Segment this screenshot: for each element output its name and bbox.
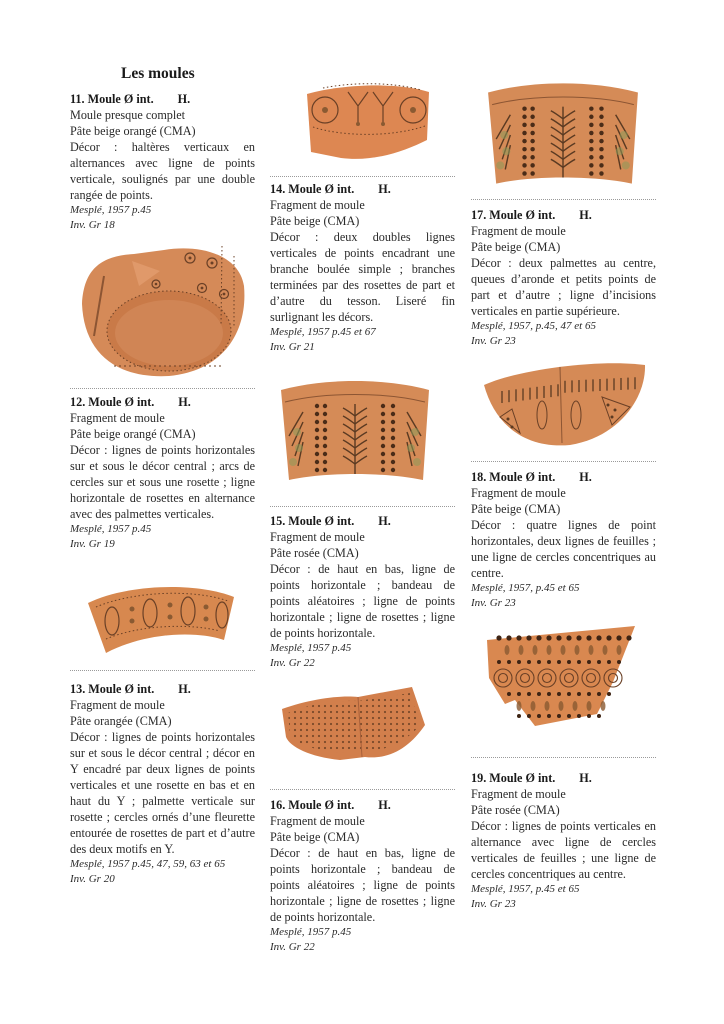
entry-inventory: Inv. Gr 20 [70,873,115,885]
entry-separator [270,789,455,790]
entry-type: Fragment de moule [471,787,566,801]
entry-reference: Mesplé, 1957 p.45, 47, 59, 63 et 65 [70,858,226,870]
entry-separator [70,670,255,671]
entry-separator [471,757,656,758]
entry-inventory: Inv. Gr 23 [471,335,516,347]
entry-decor: Décor : haltères verticaux en alternances avec ligne de points verticale, soulignés par une double rangée de points. [70,140,255,202]
entry-heading: 16. Moule Ø int. H. [270,798,391,812]
entry-type: Fragment de moule [471,486,566,500]
mould-photo-17 [480,357,648,449]
catalog-entry-18 [471,469,656,611]
entry-decor: Décor : lignes de points verticales en alternance avec ligne de cercles verticales de feuilles ; une ligne de cercles concentriques au centre. [471,819,656,881]
entry-heading: 11. Moule Ø int. H. [70,92,191,106]
catalog-entry-17 [471,207,656,349]
entry-heading: 15. Moule Ø int. H. [270,514,391,528]
entry-paste: Pâte rosée (CMA) [471,803,560,817]
catalog-entry-16 [270,797,455,955]
mould-photo-11 [74,236,250,381]
entry-reference: Mesplé, 1957, p.45 et 65 [471,883,580,895]
entry-separator [471,461,656,462]
entry-inventory: Inv. Gr 19 [70,538,115,550]
mould-photo-12 [84,575,236,660]
entry-inventory: Inv. Gr 18 [70,219,115,231]
catalog-entry-15 [270,513,455,671]
entry-paste: Pâte beige orangé (CMA) [70,427,196,441]
entry-paste: Pâte beige orangé (CMA) [70,124,196,138]
entry-type: Fragment de moule [70,411,165,425]
entry-type: Fragment de moule [270,814,365,828]
entry-reference: Mesplé, 1957, p.45 et 65 [471,582,580,594]
entry-paste: Pâte rosée (CMA) [270,546,359,560]
entry-separator [270,176,455,177]
catalog-entry-14 [270,181,455,355]
entry-decor: Décor : deux doubles lignes verticales de points encadrant une branche boulée simple ; branches terminées par des rosettes de part et d’autre du tesson. Liseré fin surlignant les décors. [270,230,455,324]
entry-paste: Pâte beige (CMA) [270,214,360,228]
entry-heading: 18. Moule Ø int. H. [471,470,592,484]
entry-decor: Décor : de haut en bas, ligne de points horizontale ; bandeau de points aléatoires ; ligne de points horizontale ; ligne de rosettes ; ligne de points horizontale. [270,562,455,640]
entry-type: Fragment de moule [70,698,165,712]
entry-separator [70,388,255,389]
mould-photo-14 [275,376,435,486]
entry-paste: Pâte beige (CMA) [471,502,561,516]
entry-reference: Mesplé, 1957 p.45 [270,926,352,938]
entry-decor: Décor : de haut en bas, ligne de points horizontale ; bandeau de points aléatoires ; ligne de points horizontale ; ligne de rosettes ; ligne de points horizontale. [270,846,455,924]
entry-separator [471,199,656,200]
entry-inventory: Inv. Gr 23 [471,597,516,609]
entry-reference: Mesplé, 1957 p.45 [70,204,152,216]
entry-decor: Décor : lignes de points horizontales sur et sous le décor central ; arcs de cercles sur et sous une rosette ; ligne horizontale de rosettes en alternance avec des palmettes verticales. [70,443,255,521]
entry-inventory: Inv. Gr 22 [270,657,315,669]
mould-photo-18 [485,622,643,734]
entry-paste: Pâte beige (CMA) [471,240,561,254]
catalog-entry-12 [70,394,255,552]
entry-reference: Mesplé, 1957 p.45 et 67 [270,326,376,338]
entry-type: Fragment de moule [270,530,365,544]
entry-reference: Mesplé, 1957, p.45, 47 et 65 [471,320,596,332]
mould-photo-15 [280,685,430,767]
entry-reference: Mesplé, 1957 p.45 [270,642,352,654]
entry-heading: 19. Moule Ø int. H. [471,771,592,785]
entry-heading: 12. Moule Ø int. H. [70,395,191,409]
entry-inventory: Inv. Gr 22 [270,941,315,953]
catalog-entry-19 [471,770,656,912]
entry-paste: Pâte beige (CMA) [270,830,360,844]
entry-heading: 17. Moule Ø int. H. [471,208,592,222]
entry-type: Fragment de moule [471,224,566,238]
entry-type: Moule presque complet [70,108,186,122]
catalog-entry-11 [70,91,255,233]
entry-heading: 13. Moule Ø int. H. [70,682,191,696]
catalog-entry-13 [70,681,255,887]
page-title: Les moules [121,65,195,82]
mould-photo-13 [303,82,433,164]
entry-heading: 14. Moule Ø int. H. [270,182,391,196]
entry-inventory: Inv. Gr 21 [270,341,315,353]
entry-decor: Décor : quatre lignes de point horizontales, deux lignes de feuilles ; une ligne de cercles concentriques au centre. [471,518,656,580]
entry-separator [270,506,455,507]
entry-decor: Décor : lignes de points horizontales sur et sous le décor central ; décor en Y encadré par deux lignes de points verticales et une rosette en bas et en haut du Y ; palmette verticale sur rosette ; cercles ornés d’une fleurette entourée de rosettes de part et d’autre des deux motifs en Y. [70,730,255,856]
entry-inventory: Inv. Gr 23 [471,898,516,910]
entry-paste: Pâte orangée (CMA) [70,714,172,728]
entry-type: Fragment de moule [270,198,365,212]
entry-reference: Mesplé, 1957 p.45 [70,523,152,535]
mould-photo-16 [482,78,644,190]
entry-decor: Décor : deux palmettes au centre, queues d’aronde et petits points de part et d’autre ; ligne d’incisions verticales en partie supérieure. [471,256,656,318]
